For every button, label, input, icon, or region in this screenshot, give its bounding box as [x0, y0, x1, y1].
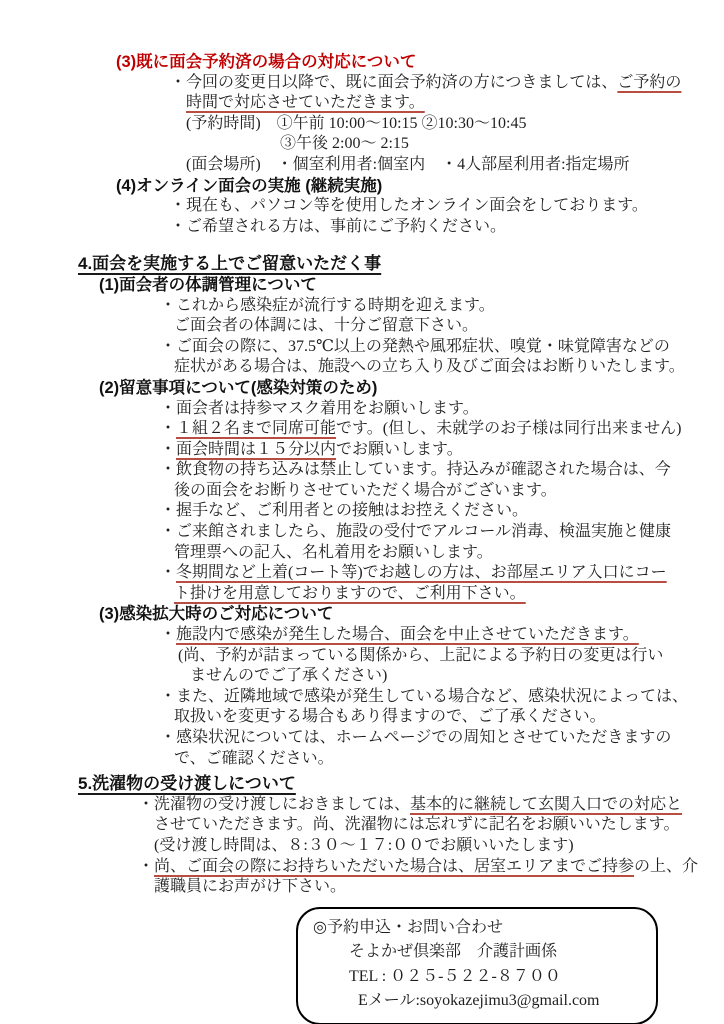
text-run: ・ [138, 857, 155, 875]
underlined-text: 冬期間など上着(コート等)でお越しの方は、お部屋エリア入口にコー [176, 564, 667, 582]
text-run: (受け渡し時間は、８:３０～１７:００でお願いいたします) [154, 836, 574, 854]
heading-section4 [0, 254, 724, 275]
contact-phone: TEL : ０２５-５２２-８７００ [349, 967, 561, 985]
line-reserved-1 [0, 73, 724, 94]
line-outbreak-1 [0, 625, 724, 646]
text-run: です。(但し、未就学のお子様は同行出来ません) [336, 420, 682, 438]
text-run: ・感染状況については、ホームページでの周知とさせていただきますの [160, 729, 672, 746]
line-prec-coat-1 [0, 563, 724, 584]
underlined-text: ト掛けを用意しておりますので、ご利用下さい。 [174, 584, 526, 602]
text-run: ・面会者は持参マスク着用をお願いします。 [160, 399, 479, 417]
heading-section5 [0, 774, 724, 795]
line-prec-group [0, 419, 724, 440]
line-health-2 [0, 316, 724, 337]
text-run: ・ご来館されましたら、施設の受付でアルコール消毒、検温実施と健康 [160, 523, 672, 541]
underlined-text: ご予約の [617, 73, 682, 91]
text-run: (予約時間) ①午前 10:00～10:15 ②10:30～10:45 [186, 114, 527, 132]
line-reservation-times [0, 114, 724, 135]
line-laundry-2a [0, 857, 724, 878]
text-run: ませんのでご了承ください) [190, 667, 388, 685]
contact-email: Eメール:soyokazejimu3@gmail.com [358, 992, 600, 1010]
line-online-1 [0, 196, 724, 217]
line-prec-time [0, 440, 724, 461]
text-run: ・飲食物の持ち込みは禁止しています。持込みが確認された場合は、今 [160, 461, 671, 479]
line-prec-reception-2 [0, 543, 724, 564]
text-run: ・ [160, 440, 177, 458]
text-run: (4)オンライン面会の実施 (継続実施) [116, 176, 383, 195]
text-run: ・ [160, 564, 177, 582]
line-visit-place [0, 155, 724, 176]
line-health-1 [0, 296, 724, 317]
text-run: ・今回の変更日以降で、既に面会予約済の方につきましては、 [170, 73, 618, 91]
text-run: ・現在も、パソコン等を使用したオンライン面会をしております。 [170, 197, 648, 215]
line-prec-contact [0, 501, 724, 522]
text-run: ・洗濯物の受け渡しにおきましては、 [138, 795, 411, 813]
line-prec-coat-2 [0, 584, 724, 605]
line-prec-reception-1 [0, 522, 724, 543]
text-run: の上、介 [634, 857, 699, 875]
contact-box [296, 907, 658, 1024]
text-run: ・これから感染症が流行する時期を迎えます。 [160, 296, 495, 314]
line-online-2 [0, 217, 724, 238]
text-run: ・また、近隣地域で感染が発生している場合など、感染状況によっては、 [160, 687, 689, 705]
text-run: でお願いします。 [336, 440, 463, 458]
text-run: ご面会者の体調には、十分ご留意下さい。 [174, 317, 479, 335]
underlined-text: 4.面会を実施する上でご留意いただく事 [78, 254, 382, 274]
line-outbreak-note-1 [0, 646, 724, 667]
text-run: ・ [160, 420, 177, 438]
text-run: 護職員にお声がけ下さい。 [154, 878, 347, 896]
text-run: (1)面会者の体調管理について [99, 275, 317, 294]
contact-heading: ◎予約申込・お問い合わせ [313, 918, 503, 936]
text-run: させていただきます。尚、洗濯物には忘れずに記名をお願いいたします。 [154, 816, 680, 834]
line-laundry-2b [0, 877, 724, 898]
underlined-text: 尚、ご面会の際にお持ちいただいた場合は、居室エリアまでご持参 [154, 857, 635, 875]
underlined-text: 5.洗濯物の受け渡しについて [78, 774, 296, 794]
text-run: (3)既に面会予約済の場合の対応について [116, 53, 417, 71]
underlined-text: 施設内で感染が発生した場合、面会を中止させていただきます。 [176, 626, 639, 644]
line-reserved-2 [0, 93, 724, 114]
text-run: (尚、予約が詰まっている関係から、上記による予約日の変更は行い [178, 646, 664, 664]
line-laundry-1b [0, 815, 724, 836]
line-outbreak-note-2 [0, 666, 724, 687]
text-run: (3)感染拡大時のご対応について [99, 605, 334, 624]
line-outbreak-2a [0, 687, 724, 708]
heading-4-1-health [0, 275, 724, 296]
heading-sec4-online [0, 176, 724, 197]
text-run: 症状がある場合は、施設への立ち入り及びご面会はお断りいたします。 [174, 358, 685, 376]
line-laundry-hours [0, 836, 724, 857]
line-prec-food-2 [0, 481, 724, 502]
heading-4-2-precautions [0, 378, 724, 399]
line-reservation-times-pm [0, 134, 724, 155]
line-health-4 [0, 357, 724, 378]
heading-sec3-reserved [0, 52, 724, 73]
text-run: (2)留意事項について(感染対策のため) [99, 378, 378, 397]
line-health-3 [0, 337, 724, 358]
text-run: ③午後 2:00～ 2:15 [280, 135, 409, 153]
contact-department: そよかぜ倶楽部 介護計画係 [349, 943, 558, 961]
line-prec-mask [0, 399, 724, 420]
line-outbreak-2b [0, 707, 724, 728]
text-run: (面会場所) ・個室利用者:個室内 ・4人部屋利用者:指定場所 [186, 155, 630, 173]
line-outbreak-3b [0, 749, 724, 770]
underlined-text: 基本的に継続して玄関入口での対応と [410, 795, 683, 813]
line-prec-food-1 [0, 460, 724, 481]
line-outbreak-3a [0, 728, 724, 749]
line-laundry-1a [0, 795, 724, 816]
heading-4-3-outbreak [0, 604, 724, 625]
text-run: ・ご面会の際に、37.5℃以上の発熱や風邪症状、嗅覚・味覚障害などの [160, 337, 670, 355]
text-run: ・ [160, 626, 177, 644]
text-run: で、ご確認ください。 [174, 749, 334, 767]
text-run: 後の面会をお断りさせていただく場合がございます。 [174, 481, 557, 499]
text-run: ・握手など、ご利用者との接触はお控えください。 [160, 502, 529, 520]
underlined-text: １組２名まで同席可能 [176, 420, 337, 438]
underlined-text: 時間で対応させていただきます。 [186, 94, 425, 112]
document-body [0, 52, 724, 898]
text-run: 取扱いを変更する場合もあり得ますので、ご了承ください。 [174, 708, 606, 726]
text-run: 管理票への記入、名札着用をお願いします。 [174, 543, 493, 561]
underlined-text: 面会時間は１５分以内 [176, 440, 337, 458]
text-run: ・ご希望される方は、事前にご予約ください。 [170, 217, 507, 235]
